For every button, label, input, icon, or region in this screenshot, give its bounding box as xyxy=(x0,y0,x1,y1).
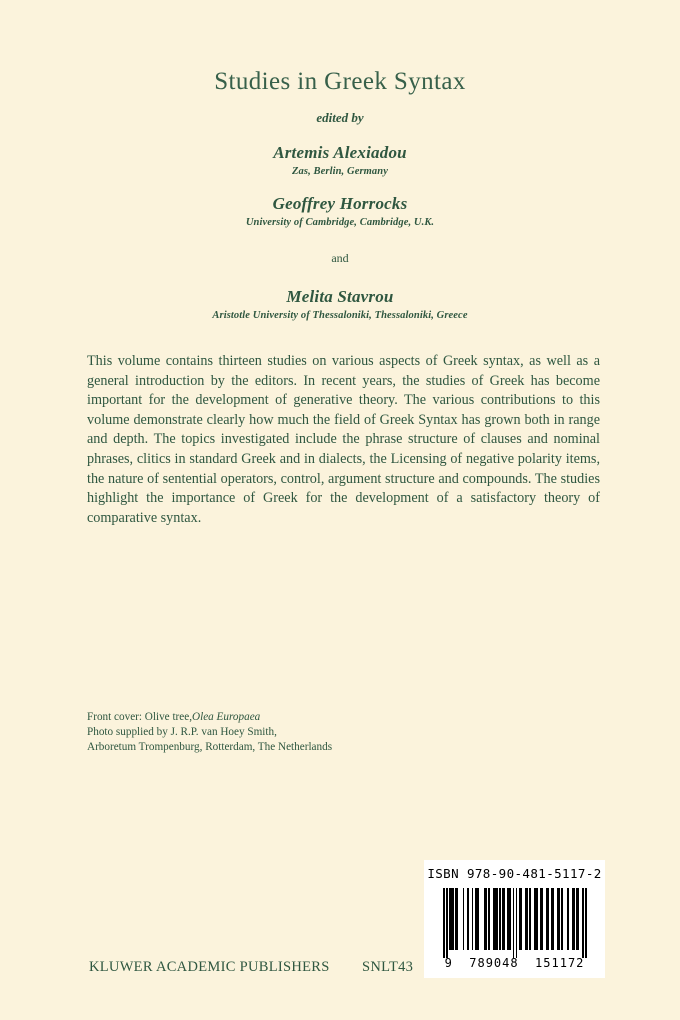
editor-affiliation: University of Cambridge, Cambridge, U.K. xyxy=(245,217,435,228)
editor-name: Geoffrey Horrocks xyxy=(272,194,408,213)
editor-entry-0 xyxy=(0,143,680,177)
editor-name: Artemis Alexiadou xyxy=(273,143,407,162)
editor-entry-1 xyxy=(0,194,680,228)
series-code: SNLT43 xyxy=(362,959,414,975)
publisher-name: KLUWER ACADEMIC PUBLISHERS xyxy=(89,959,330,975)
page-title: Studies in Greek Syntax xyxy=(214,68,466,95)
editor-affiliation: Zas, Berlin, Germany xyxy=(292,166,388,177)
cover-credit-line-3: Arboretum Trompenburg, Rotterdam, The Netherlands xyxy=(87,741,333,754)
cover-credit-line-2: Photo supplied by J. R.P. van Hoey Smith, xyxy=(87,726,277,739)
barcode-panel xyxy=(424,860,605,978)
editor-affiliation: Aristotle University of Thessaloniki, Thessaloniki, Greece xyxy=(212,310,468,321)
blurb-text: This volume contains thirteen studies on various aspects of Greek syntax, as well as a general introduction by the editors. In recent years, the studies of Greek has become important for the development of generative theory. The various contributions to this volume demonstrate clearly how much the field of Greek Syntax has grown both in range and depth. The topics investigated include the phrase structure of clauses and nominal phrases, clitics in standard Greek and in dialects, the Licensing of negative polarity items, the nature of sentential operators, control, argument structure and compounds. The studies highlight the importance of Greek for the development of a satisfactory theory of comparative syntax. xyxy=(87,353,600,526)
edited-by-label: edited by xyxy=(316,110,364,125)
isbn-text: ISBN 978-90-481-5117-2 xyxy=(427,866,602,881)
barcode-digits: 9 789048 151172 xyxy=(444,956,585,970)
cover-credit-block xyxy=(87,710,417,756)
barcode-bars xyxy=(443,888,587,958)
cover-credit-line-1 xyxy=(87,710,417,725)
editor-entry-2 xyxy=(0,287,680,321)
cover-credit-species: Olea Europaea xyxy=(192,711,261,723)
and-conjunction-label: and xyxy=(331,251,349,265)
editor-name: Melita Stavrou xyxy=(286,287,394,306)
cover-credit-prefix: Front cover: Olive tree, xyxy=(87,711,193,723)
